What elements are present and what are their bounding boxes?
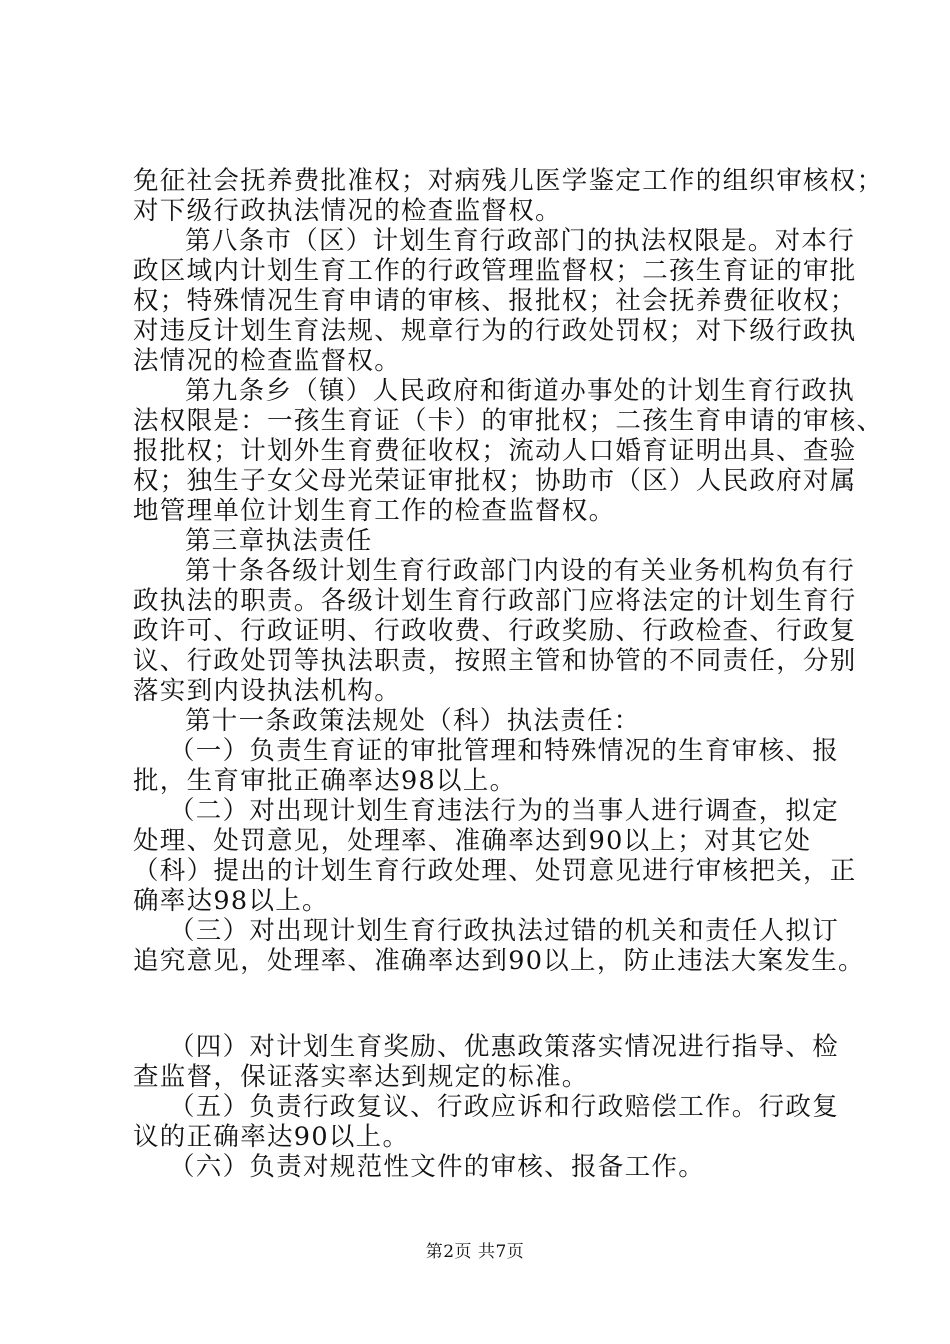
text-line: 处理、处罚意见，处理率、准确率达到90以上；对其它处 bbox=[133, 826, 812, 856]
text-line: 议、行政处罚等执法职责，按照主管和协管的不同责任，分别 bbox=[133, 646, 857, 676]
item-4-line: （四）对计划生育奖励、优惠政策落实情况进行指导、检 bbox=[169, 1032, 840, 1062]
text-line: 地管理单位计划生育工作的检查监督权。 bbox=[133, 496, 616, 526]
text-line: 政执法的职责。各级计划生育行政部门应将法定的计划生育行 bbox=[133, 586, 857, 616]
text-line: 对下级行政执法情况的检查监督权。 bbox=[133, 196, 562, 226]
text-line: 报批权；计划外生育费征收权；流动人口婚育证明出具、查验 bbox=[133, 436, 857, 466]
text-line: 政区域内计划生育工作的行政管理监督权；二孩生育证的审批 bbox=[133, 256, 857, 286]
item-5-line: （五）负责行政复议、行政应诉和行政赔偿工作。行政复 bbox=[169, 1092, 840, 1122]
text-line: 落实到内设执法机构。 bbox=[133, 676, 402, 706]
item-1-line: （一）负责生育证的审批管理和特殊情况的生育审核、报 bbox=[169, 736, 840, 766]
text-line: 查监督，保证落实率达到规定的标准。 bbox=[133, 1062, 589, 1092]
article-11-heading-line: 第十一条政策法规处（科）执法责任： bbox=[185, 706, 641, 736]
document-body bbox=[133, 166, 884, 1182]
text-line: 权；独生子女父母光荣证审批权；协助市（区）人民政府对属 bbox=[133, 466, 857, 496]
item-6-line: （六）负责对规范性文件的审核、报备工作。 bbox=[169, 1152, 706, 1182]
text-line: 政许可、行政证明、行政收费、行政奖励、行政检查、行政复 bbox=[133, 616, 857, 646]
text-line: 对违反计划生育法规、规章行为的行政处罚权；对下级行政执 bbox=[133, 316, 857, 346]
article-9-heading-line: 第九条乡（镇）人民政府和街道办事处的计划生育行政执 bbox=[185, 376, 856, 406]
chapter-3-heading: 第三章执法责任 bbox=[185, 526, 373, 556]
text-line: 追究意见，处理率、准确率达到90以上，防止违法大案发生。 bbox=[133, 946, 865, 976]
page-number-footer: 第2页 共7页 bbox=[425, 1242, 525, 1262]
item-3-line: （三）对出现计划生育行政执法过错的机关和责任人拟订 bbox=[169, 916, 840, 946]
text-line: 权；特殊情况生育申请的审核、报批权；社会抚养费征收权； bbox=[133, 286, 857, 316]
article-10-heading-line: 第十条各级计划生育行政部门内设的有关业务机构负有行 bbox=[185, 556, 856, 586]
text-line: （科）提出的计划生育行政处理、处罚意见进行审核把关，正 bbox=[133, 856, 857, 886]
text-line: 免征社会抚养费批准权；对病残儿医学鉴定工作的组织审核权； bbox=[133, 166, 884, 196]
item-2-line: （二）对出现计划生育违法行为的当事人进行调查，拟定 bbox=[169, 796, 840, 826]
text-line: 法情况的检查监督权。 bbox=[133, 346, 402, 376]
text-line: 确率达98以上。 bbox=[133, 886, 329, 916]
text-line: 法权限是：一孩生育证（卡）的审批权；二孩生育申请的审核、 bbox=[133, 406, 884, 436]
text-line: 批，生育审批正确率达98以上。 bbox=[133, 766, 517, 796]
text-line: 议的正确率达90以上。 bbox=[133, 1122, 410, 1152]
article-8-heading-line: 第八条市（区）计划生育行政部门的执法权限是。对本行 bbox=[185, 226, 856, 256]
blank-line bbox=[133, 976, 833, 1032]
